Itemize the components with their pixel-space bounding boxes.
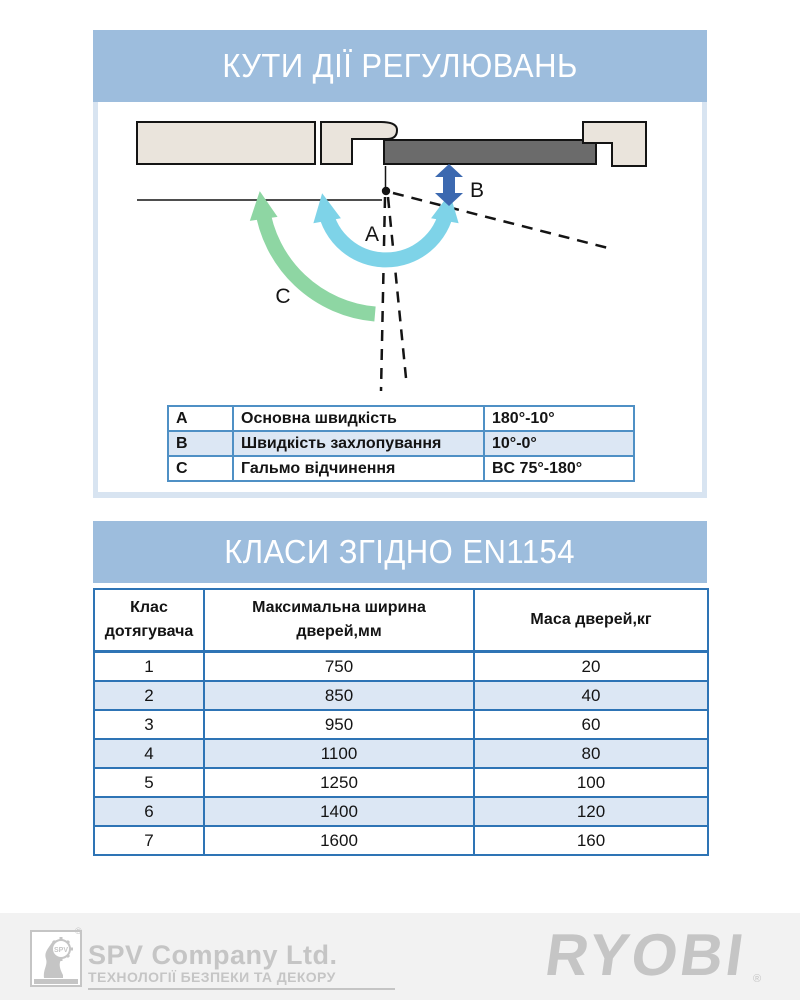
cell: 850 bbox=[204, 681, 474, 710]
pivot-dot bbox=[382, 187, 390, 195]
emblem-gear-text: SPV bbox=[53, 947, 69, 954]
table-header-row bbox=[94, 589, 708, 652]
table-row bbox=[94, 739, 708, 768]
cell-value: BC 75°-180° bbox=[484, 456, 634, 481]
ryobi-registered-mark: ® bbox=[753, 973, 762, 985]
dashed-line-vertical-left bbox=[381, 197, 385, 391]
cell: 60 bbox=[474, 710, 708, 739]
table-row bbox=[94, 826, 708, 855]
table-row bbox=[94, 681, 708, 710]
table-row bbox=[168, 456, 634, 481]
angles-panel-body bbox=[93, 102, 707, 498]
cell-value: 10°-0° bbox=[484, 431, 634, 456]
section-title-classes: КЛАСИ ЗГІДНО EN1154 bbox=[224, 533, 576, 570]
emblem-base-bar bbox=[34, 979, 78, 984]
label-b: B bbox=[470, 179, 485, 202]
footer bbox=[0, 913, 800, 1000]
cell: 1400 bbox=[204, 797, 474, 826]
angles-table bbox=[167, 405, 635, 482]
cell: 80 bbox=[474, 739, 708, 768]
cell: 120 bbox=[474, 797, 708, 826]
cell-value: 180°-10° bbox=[484, 406, 634, 431]
table-row bbox=[168, 431, 634, 456]
table-row bbox=[94, 768, 708, 797]
spv-tagline: ТЕХНОЛОГІЇ БЕЗПЕКИ ТА ДЕКОРУ bbox=[88, 969, 395, 990]
cell: 1250 bbox=[204, 768, 474, 797]
col-header-class: Клас дотягувача bbox=[94, 589, 204, 652]
ryobi-logo: RYOBI bbox=[541, 922, 751, 988]
spv-company-name: SPV Company Ltd. bbox=[88, 940, 338, 970]
cell: 7 bbox=[94, 826, 204, 855]
table-row bbox=[168, 406, 634, 431]
cell: 2 bbox=[94, 681, 204, 710]
cell: 1 bbox=[94, 652, 204, 682]
cell: 100 bbox=[474, 768, 708, 797]
spv-registered-mark: ® bbox=[75, 926, 82, 936]
cell: 20 bbox=[474, 652, 708, 682]
col-header-width: Максимальна ширина дверей,мм bbox=[204, 589, 474, 652]
label-a: A bbox=[364, 223, 380, 246]
table-row bbox=[94, 652, 708, 682]
cell-key: B bbox=[168, 431, 233, 456]
section-header-angles bbox=[93, 30, 707, 102]
cell: 160 bbox=[474, 826, 708, 855]
section-header-classes bbox=[93, 521, 707, 583]
spv-logo-emblem bbox=[30, 930, 82, 987]
arrow-b-latching bbox=[435, 164, 463, 206]
arc-a-main-speed bbox=[325, 209, 447, 260]
table-row bbox=[94, 797, 708, 826]
cell: 5 bbox=[94, 768, 204, 797]
cell: 3 bbox=[94, 710, 204, 739]
en1154-classes-table bbox=[93, 588, 709, 856]
cell: 750 bbox=[204, 652, 474, 682]
table-row bbox=[94, 710, 708, 739]
dashed-line-vertical-right bbox=[388, 197, 406, 378]
col-header-mass: Маса дверей,кг bbox=[474, 589, 708, 652]
door-closer-rail bbox=[384, 140, 596, 164]
cell: 950 bbox=[204, 710, 474, 739]
cell: 1600 bbox=[204, 826, 474, 855]
cell: 4 bbox=[94, 739, 204, 768]
cell-name: Гальмо відчинення bbox=[233, 456, 484, 481]
cell: 40 bbox=[474, 681, 708, 710]
label-c: C bbox=[275, 285, 291, 308]
section-title-angles: КУТИ ДІЇ РЕГУЛЮВАНЬ bbox=[222, 47, 578, 84]
cell-name: Швидкість захлопування bbox=[233, 431, 484, 456]
cell-key: C bbox=[168, 456, 233, 481]
cell-name: Основна швидкість bbox=[233, 406, 484, 431]
cell: 6 bbox=[94, 797, 204, 826]
cell-key: A bbox=[168, 406, 233, 431]
cell: 1100 bbox=[204, 739, 474, 768]
wall-left-lintel bbox=[137, 122, 315, 164]
